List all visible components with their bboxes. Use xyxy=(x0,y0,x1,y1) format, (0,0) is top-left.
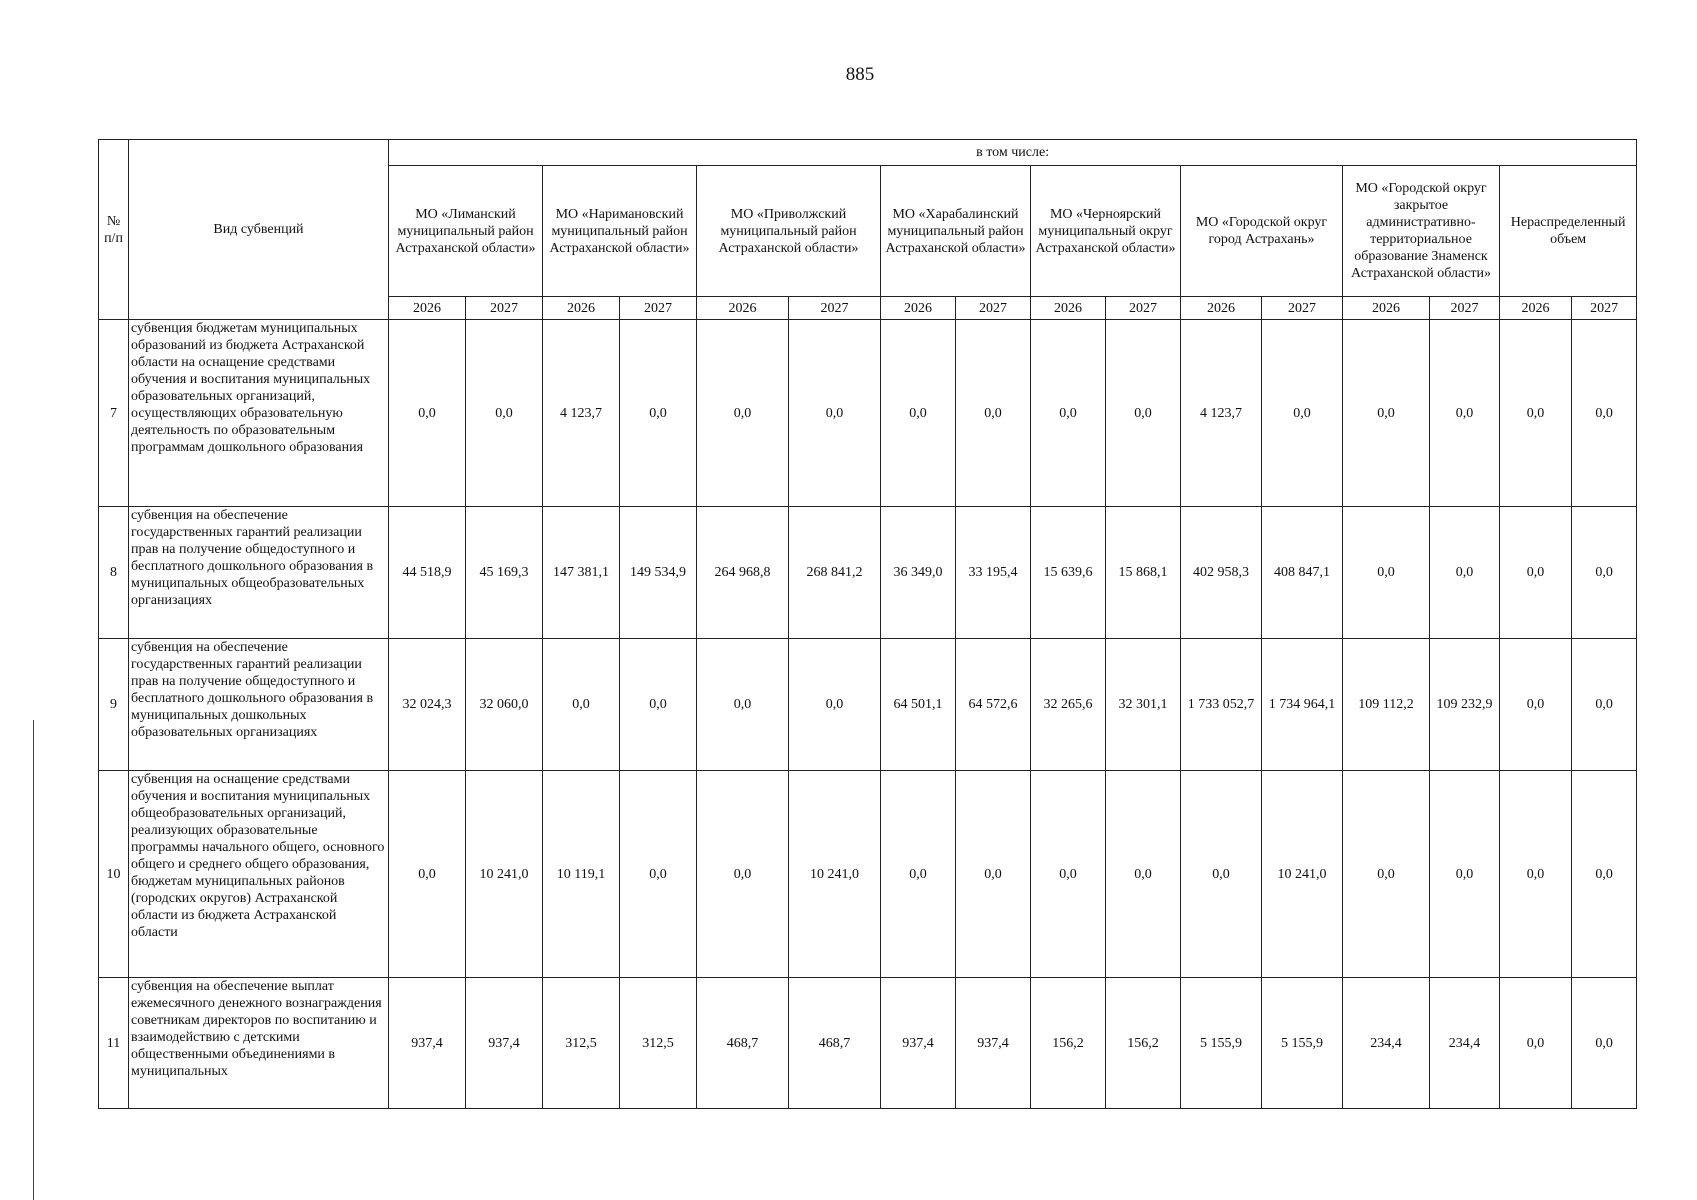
header-municipality: МО «Городской округ город Астрахань» xyxy=(1181,166,1343,297)
row-description: субвенция на оснащение средствами обучения и воспитания муниципальных общеобразовательных организаций, реализующих образовательные программы начального общего, основного общего и среднего общего образования, бюджетам муниципальных районов (городских округов) Астраханской области из бюджета Астраханской области xyxy=(129,771,389,978)
subventions-table xyxy=(98,139,1637,1109)
value-cell: 0,0 xyxy=(1031,320,1106,507)
value-cell: 0,0 xyxy=(389,771,466,978)
value-cell: 64 572,6 xyxy=(956,639,1031,771)
value-cell: 147 381,1 xyxy=(543,507,620,639)
value-cell: 0,0 xyxy=(1106,320,1181,507)
value-cell: 156,2 xyxy=(1106,978,1181,1109)
value-cell: 0,0 xyxy=(1430,320,1500,507)
row-num: 11 xyxy=(99,978,129,1109)
header-year: 2027 xyxy=(1262,297,1343,320)
row-description: субвенция на обеспечение государственных гарантий реализации прав на получение общедоступного и бесплатного дошкольного образования в муниципальных общеобразовательных организациях xyxy=(129,507,389,639)
value-cell: 0,0 xyxy=(789,320,881,507)
value-cell: 156,2 xyxy=(1031,978,1106,1109)
value-cell: 0,0 xyxy=(1572,771,1637,978)
value-cell: 234,4 xyxy=(1343,978,1430,1109)
header-subvention-type: Вид субвенций xyxy=(129,140,389,320)
header-municipality: МО «Приволжский муниципальный район Астраханской области» xyxy=(697,166,881,297)
value-cell: 268 841,2 xyxy=(789,507,881,639)
header-municipality: МО «Харабалинский муниципальный район Астраханской области» xyxy=(881,166,1031,297)
value-cell: 33 195,4 xyxy=(956,507,1031,639)
header-municipality: МО «Городской округ закрытое административно-территориальное образование Знаменск Астраханской области» xyxy=(1343,166,1500,297)
value-cell: 468,7 xyxy=(789,978,881,1109)
page-number: 885 xyxy=(845,64,875,85)
value-cell: 44 518,9 xyxy=(389,507,466,639)
header-year: 2027 xyxy=(1430,297,1500,320)
value-cell: 32 301,1 xyxy=(1106,639,1181,771)
value-cell: 10 241,0 xyxy=(466,771,543,978)
header-municipality: МО «Черноярский муниципальный округ Астраханской области» xyxy=(1031,166,1181,297)
header-year: 2027 xyxy=(1572,297,1637,320)
value-cell: 0,0 xyxy=(1430,507,1500,639)
header-year: 2026 xyxy=(1343,297,1430,320)
value-cell: 0,0 xyxy=(697,320,789,507)
row-num: 10 xyxy=(99,771,129,978)
row-num: 8 xyxy=(99,507,129,639)
value-cell: 402 958,3 xyxy=(1181,507,1262,639)
header-including: в том числе: xyxy=(389,140,1637,166)
row-description: субвенция на обеспечение выплат ежемесячного денежного вознаграждения советникам директоров по воспитанию и взаимодействию с детскими общественными объединениями в муниципальных xyxy=(129,978,389,1109)
value-cell: 0,0 xyxy=(1262,320,1343,507)
value-cell: 0,0 xyxy=(1500,320,1572,507)
value-cell: 0,0 xyxy=(1572,639,1637,771)
value-cell: 0,0 xyxy=(789,639,881,771)
value-cell: 468,7 xyxy=(697,978,789,1109)
header-year: 2026 xyxy=(697,297,789,320)
table-row xyxy=(99,639,1637,771)
value-cell: 5 155,9 xyxy=(1181,978,1262,1109)
row-num: 9 xyxy=(99,639,129,771)
value-cell: 0,0 xyxy=(620,771,697,978)
value-cell: 0,0 xyxy=(1500,978,1572,1109)
value-cell: 0,0 xyxy=(1343,507,1430,639)
value-cell: 937,4 xyxy=(466,978,543,1109)
value-cell: 937,4 xyxy=(881,978,956,1109)
row-description: субвенция бюджетам муниципальных образований из бюджета Астраханской области на оснащение средствами обучения и воспитания муниципальных образовательных организаций, осуществляющих образовательную деятельность по образовательным программам дошкольного образования xyxy=(129,320,389,507)
table-row xyxy=(99,978,1637,1109)
value-cell: 0,0 xyxy=(1181,771,1262,978)
table-row xyxy=(99,320,1637,507)
value-cell: 0,0 xyxy=(697,771,789,978)
header-year: 2026 xyxy=(881,297,956,320)
value-cell: 0,0 xyxy=(1430,771,1500,978)
value-cell: 32 265,6 xyxy=(1031,639,1106,771)
table-row xyxy=(99,507,1637,639)
value-cell: 0,0 xyxy=(1500,639,1572,771)
value-cell: 64 501,1 xyxy=(881,639,956,771)
header-year: 2026 xyxy=(1181,297,1262,320)
value-cell: 0,0 xyxy=(1031,771,1106,978)
value-cell: 0,0 xyxy=(1572,320,1637,507)
header-year: 2026 xyxy=(1500,297,1572,320)
value-cell: 264 968,8 xyxy=(697,507,789,639)
value-cell: 0,0 xyxy=(956,771,1031,978)
value-cell: 0,0 xyxy=(1343,320,1430,507)
value-cell: 5 155,9 xyxy=(1262,978,1343,1109)
value-cell: 4 123,7 xyxy=(1181,320,1262,507)
value-cell: 0,0 xyxy=(620,639,697,771)
header-year: 2027 xyxy=(789,297,881,320)
value-cell: 0,0 xyxy=(1572,978,1637,1109)
value-cell: 0,0 xyxy=(881,771,956,978)
value-cell: 0,0 xyxy=(956,320,1031,507)
value-cell: 0,0 xyxy=(543,639,620,771)
value-cell: 0,0 xyxy=(1343,771,1430,978)
header-year: 2026 xyxy=(543,297,620,320)
header-year: 2027 xyxy=(1106,297,1181,320)
value-cell: 0,0 xyxy=(1106,771,1181,978)
value-cell: 32 060,0 xyxy=(466,639,543,771)
value-cell: 109 112,2 xyxy=(1343,639,1430,771)
header-year: 2027 xyxy=(956,297,1031,320)
value-cell: 10 119,1 xyxy=(543,771,620,978)
value-cell: 149 534,9 xyxy=(620,507,697,639)
header-num: № п/п xyxy=(99,140,129,320)
header-municipality: МО «Лиманский муниципальный район Астраханской области» xyxy=(389,166,543,297)
value-cell: 10 241,0 xyxy=(789,771,881,978)
header-year: 2027 xyxy=(466,297,543,320)
value-cell: 0,0 xyxy=(881,320,956,507)
value-cell: 408 847,1 xyxy=(1262,507,1343,639)
row-description: субвенция на обеспечение государственных гарантий реализации прав на получение общедоступного и бесплатного дошкольного образования в муниципальных дошкольных образовательных организациях xyxy=(129,639,389,771)
value-cell: 0,0 xyxy=(620,320,697,507)
value-cell: 937,4 xyxy=(956,978,1031,1109)
value-cell: 4 123,7 xyxy=(543,320,620,507)
header-municipality: МО «Наримановский муниципальный район Астраханской области» xyxy=(543,166,697,297)
value-cell: 109 232,9 xyxy=(1430,639,1500,771)
value-cell: 234,4 xyxy=(1430,978,1500,1109)
value-cell: 0,0 xyxy=(1500,771,1572,978)
value-cell: 1 734 964,1 xyxy=(1262,639,1343,771)
value-cell: 45 169,3 xyxy=(466,507,543,639)
header-year: 2026 xyxy=(389,297,466,320)
value-cell: 0,0 xyxy=(1500,507,1572,639)
header-year: 2027 xyxy=(620,297,697,320)
value-cell: 937,4 xyxy=(389,978,466,1109)
value-cell: 1 733 052,7 xyxy=(1181,639,1262,771)
value-cell: 32 024,3 xyxy=(389,639,466,771)
header-municipality: Нераспределенный объем xyxy=(1500,166,1637,297)
value-cell: 10 241,0 xyxy=(1262,771,1343,978)
row-num: 7 xyxy=(99,320,129,507)
value-cell: 0,0 xyxy=(1572,507,1637,639)
value-cell: 312,5 xyxy=(620,978,697,1109)
table-row xyxy=(99,771,1637,978)
value-cell: 0,0 xyxy=(697,639,789,771)
value-cell: 15 639,6 xyxy=(1031,507,1106,639)
value-cell: 0,0 xyxy=(389,320,466,507)
value-cell: 15 868,1 xyxy=(1106,507,1181,639)
value-cell: 0,0 xyxy=(466,320,543,507)
margin-line xyxy=(33,720,34,1200)
value-cell: 312,5 xyxy=(543,978,620,1109)
header-year: 2026 xyxy=(1031,297,1106,320)
value-cell: 36 349,0 xyxy=(881,507,956,639)
